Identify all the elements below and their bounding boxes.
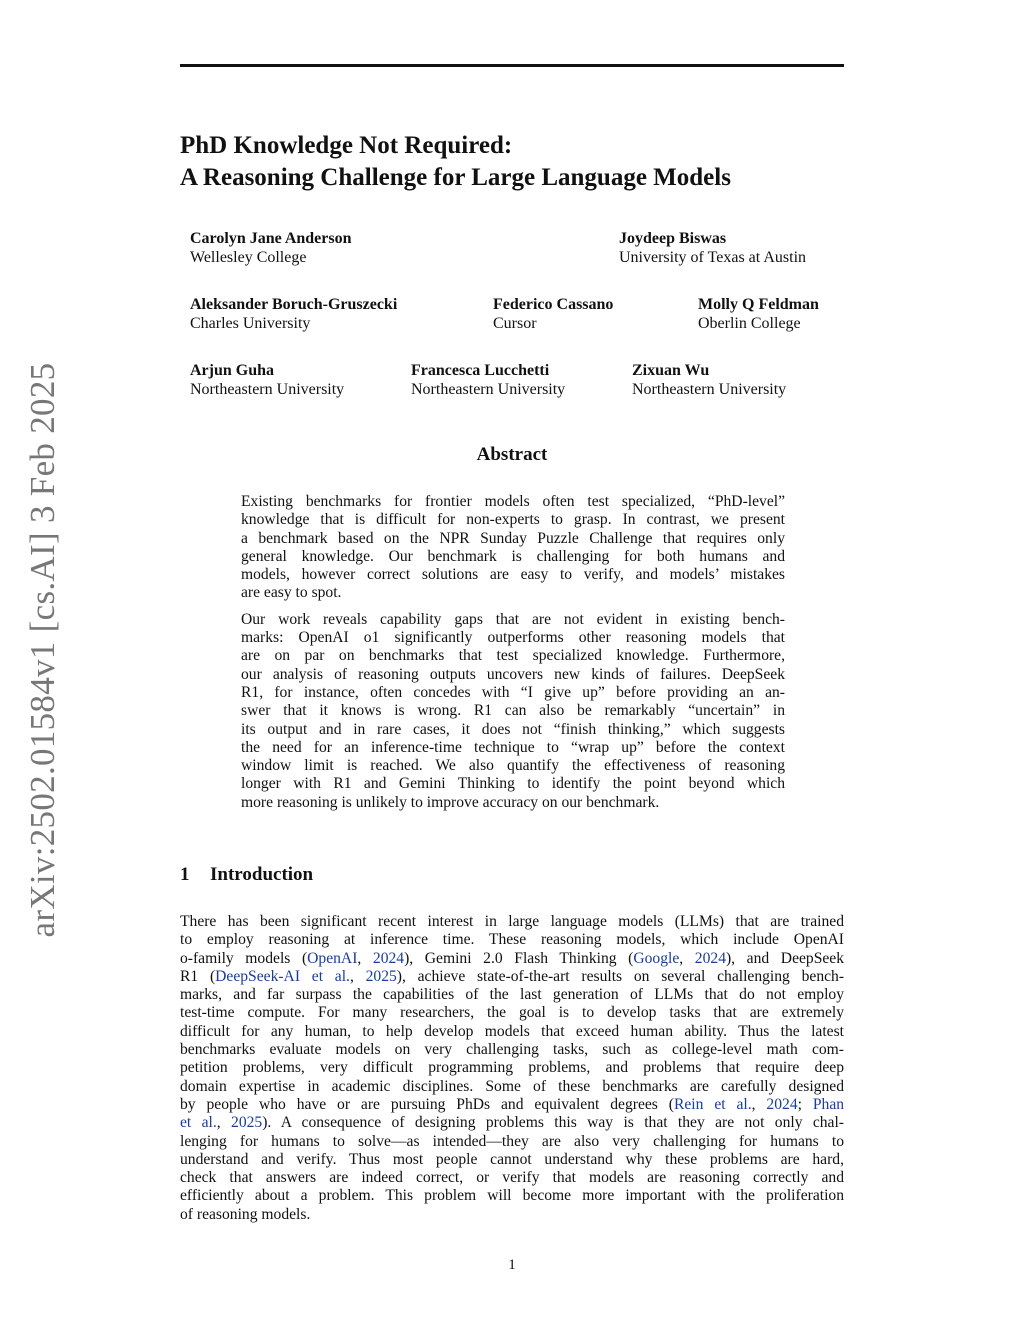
citation-link-rein[interactable]: Rein et al. [673, 1095, 752, 1113]
citation-link-google-year[interactable]: 2024 [694, 949, 726, 967]
introduction-body [180, 913, 844, 1224]
text-line [180, 1096, 844, 1114]
text-line: understand and verify. Thus most people cannot understand why these problems are hard, [180, 1150, 844, 1168]
author-affiliation: Wellesley College [190, 249, 307, 266]
text-line: petition problems, very difficult programming problems, and problems that require deep [180, 1059, 844, 1077]
text-line: Existing benchmarks for frontier models often test specialized, “PhD-level” [241, 493, 785, 510]
text-span: , [679, 949, 695, 967]
abstract-heading: Abstract [476, 444, 548, 465]
text-span: R1 ( [180, 967, 216, 985]
text-line: more reasoning is unlikely to improve accuracy on our benchmark. [241, 793, 660, 811]
citation-link-google[interactable]: Google [633, 949, 680, 967]
author-affiliation: Cursor [493, 315, 537, 332]
author-boruch-gruszecki [190, 295, 397, 333]
text-line: the need for an inference-time technique to “wrap up” before the context [241, 738, 785, 756]
text-line: R1, for instance, often concedes with “I give up” before providing an an- [241, 683, 785, 701]
author-name: Molly Q Feldman [698, 296, 819, 313]
text-line: our analysis of reasoning outputs uncovers new kinds of failures. DeepSeek [241, 665, 785, 683]
author-name: Arjun Guha [190, 362, 275, 379]
text-line: efficiently about a problem. This problem will become more important with the proliferation [180, 1187, 844, 1205]
citation-link-phan-etal[interactable]: et al. [180, 1114, 217, 1132]
section-heading-introduction [180, 864, 313, 886]
citation-link-phan-year[interactable]: 2025 [231, 1114, 263, 1132]
text-span: o-family models ( [180, 949, 308, 967]
author-lucchetti [411, 361, 565, 399]
text-span: , [357, 949, 373, 967]
text-span: , [216, 1114, 232, 1132]
text-line: knowledge that is difficult for non-experts to grasp. In contrast, we present [241, 511, 785, 529]
text-span: by people who have or are pursuing PhDs and equivalent degrees ( [180, 1095, 674, 1113]
citation-link-openai-year[interactable]: 2024 [372, 949, 405, 967]
text-line: benchmarks evaluate models on very challenging tasks, such as college-level math com- [180, 1041, 844, 1059]
author-name: Carolyn Jane Anderson [190, 230, 352, 247]
abstract-body [241, 493, 785, 820]
text-line: are easy to spot. [241, 584, 342, 602]
section-title: Introduction [210, 864, 314, 885]
text-line: lenging for humans to solve—as intended—they are also very challenging for humans to [180, 1132, 844, 1150]
text-line: its output and in rare cases, it does not “finish thinking,” which suggests [241, 720, 785, 738]
page-number: 1 [508, 1257, 516, 1273]
text-line [180, 950, 844, 968]
text-span: , [349, 967, 366, 985]
author-affiliation: Northeastern University [411, 381, 566, 398]
author-name: Aleksander Boruch-Gruszecki [190, 296, 398, 313]
text-line: swer that it knows is wrong. R1 can also be remarkably “uncertain” in [241, 702, 785, 720]
author-affiliation: University of Texas at Austin [619, 249, 807, 266]
abstract-paragraph-1 [241, 493, 785, 603]
author-anderson [190, 229, 352, 267]
text-line: of reasoning models. [180, 1205, 311, 1223]
citation-link-deepseek[interactable]: DeepSeek-AI et al. [215, 967, 350, 985]
arxiv-identifier-stamp: arXiv:2502.01584v1 [cs.AI] 3 Feb 2025 [23, 362, 62, 938]
text-line: models, however correct solutions are easy to verify, and models’ mistakes [241, 566, 785, 584]
text-line: general knowledge. Our benchmark is challenging for both humans and [241, 547, 785, 565]
text-line: domain expertise in academic disciplines. Some of these benchmarks are carefully designed [180, 1077, 844, 1095]
author-name: Federico Cassano [493, 296, 614, 313]
paper-title [180, 130, 731, 194]
author-affiliation: Oberlin College [698, 315, 801, 332]
author-name: Francesca Lucchetti [411, 362, 550, 379]
text-line: test-time compute. For many researchers, the goal is to develop tasks that are extremely [180, 1004, 844, 1022]
author-feldman [698, 295, 819, 333]
section-number: 1 [180, 864, 190, 885]
text-span: ), Gemini 2.0 Flash Thinking ( [404, 949, 634, 967]
author-guha [190, 361, 344, 399]
title-line-1: PhD Knowledge Not Required: [180, 132, 513, 159]
text-line: marks: OpenAI o1 significantly outperforms other reasoning models that [241, 629, 785, 647]
text-line: window limit is reached. We also quantify the effectiveness of reasoning [241, 757, 785, 775]
text-line: difficult for any human, to help develop models that exceed human ability. Thus the latest [180, 1022, 844, 1040]
author-affiliation: Northeastern University [632, 381, 787, 398]
title-line-2: A Reasoning Challenge for Large Language Models [180, 164, 731, 191]
author-name: Zixuan Wu [632, 362, 710, 379]
text-line: There has been significant recent interest in large language models (LLMs) that are trained [180, 913, 844, 930]
top-rule [180, 64, 844, 67]
author-biswas [619, 229, 806, 267]
author-name: Joydeep Biswas [619, 230, 727, 247]
text-line: to employ reasoning at inference time. These reasoning models, which include OpenAI [180, 931, 844, 949]
text-span: ), and DeepSeek [725, 949, 845, 967]
citation-link-rein-year[interactable]: 2024 [766, 1095, 798, 1113]
text-span: ). A consequence of designing problems this way is that they are not only chal- [262, 1114, 845, 1132]
citation-link-deepseek-year[interactable]: 2025 [365, 967, 397, 985]
text-line: a benchmark based on the NPR Sunday Puzzle Challenge that requires only [241, 529, 785, 547]
text-span: ), achieve state-of-the-art results on several challenging bench- [396, 967, 845, 985]
text-line: check that answers are indeed correct, or verify that models are reasoning correctly and [180, 1169, 844, 1187]
author-affiliation: Charles University [190, 315, 311, 332]
text-span: , [751, 1095, 767, 1113]
citation-link-openai[interactable]: OpenAI [307, 949, 358, 967]
text-line: are on par on benchmarks that test specialized knowledge. Furthermore, [241, 647, 785, 665]
citation-link-phan[interactable]: Phan [812, 1095, 845, 1113]
text-line: longer with R1 and Gemini Thinking to identify the point beyond which [241, 775, 785, 793]
author-affiliation: Northeastern University [190, 381, 345, 398]
text-line: marks, and far surpass the capabilities of the last generation of LLMs that do not employ [180, 986, 844, 1004]
author-cassano [493, 295, 613, 333]
abstract-paragraph-2 [241, 611, 785, 812]
text-line [180, 968, 844, 986]
text-line: Our work reveals capability gaps that are not evident in existing bench- [241, 610, 785, 628]
author-wu [632, 361, 786, 399]
text-span: ; [797, 1095, 813, 1113]
text-line [180, 1114, 844, 1132]
